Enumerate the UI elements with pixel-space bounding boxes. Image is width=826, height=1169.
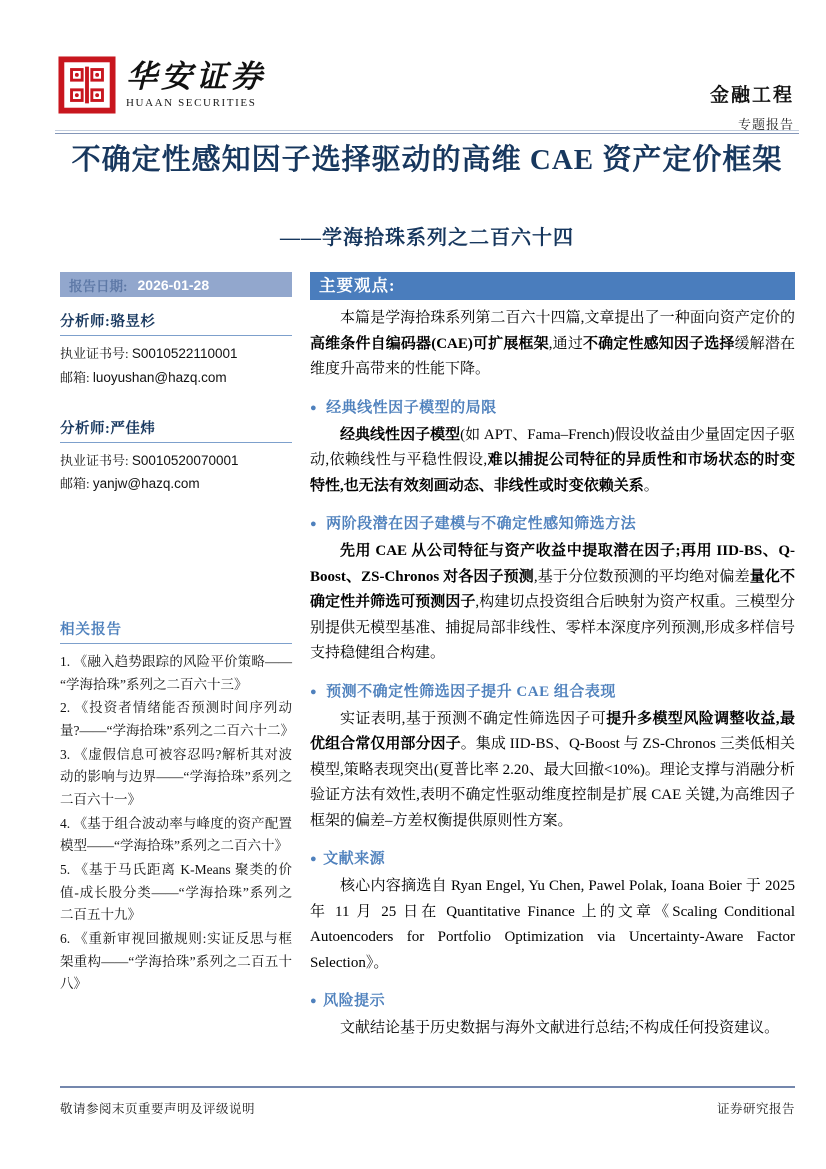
related-reports xyxy=(60,618,292,996)
section-heading: ● 风险提示 xyxy=(310,993,386,1009)
content-columns xyxy=(60,272,795,1042)
section-paragraph: 实证表明,基于预测不确定性筛选因子可提升多模型风险调整收益,最优组合常仅用部分因子。集成 IID-BS、Q-Boost 与 ZS-Chronos 三类低相关模型,策略表现突出(夏普比率 2.20、最大回撤<10%)。理论支撑与消融分析验证方法有效性,表明不确定性驱动维度控制是扩展 CAE 关键,为高维因子框架的偏差–方差权衡提供原则性方案。 xyxy=(310,710,795,829)
analyst-name: 分析师:骆昱杉 xyxy=(60,310,292,336)
huaan-logo-icon xyxy=(58,56,116,114)
related-report-item: 3. 《虚假信息可被容忍吗?解析其对波动的影响与边界——“学海拾珠”系列之二百六十一》 xyxy=(60,746,292,808)
bullet-icon: ● xyxy=(310,685,318,698)
brand-name-cn: 华安证券 xyxy=(126,59,266,95)
analyst-cert xyxy=(60,449,292,497)
report-title: 不确定性感知因子选择驱动的高维 CAE 资产定价框架 xyxy=(71,144,783,176)
header-divider xyxy=(55,130,799,134)
related-report-item: 1. 《融入趋势跟踪的风险平价策略——“学海拾珠”系列之二百六十三》 xyxy=(60,654,292,692)
related-report-item: 2. 《投资者情绪能否预测时间序列动量?——“学海拾珠”系列之二百六十二》 xyxy=(60,700,294,739)
sidebar xyxy=(60,272,292,997)
brand-name xyxy=(126,56,266,109)
email-label: 邮箱: xyxy=(60,369,90,385)
section-literature-source xyxy=(310,849,795,976)
cert-label: 执业证书号: xyxy=(60,346,129,361)
page-footer xyxy=(60,1086,795,1117)
email-value: yanjw@hazq.com xyxy=(92,476,200,492)
analyst-name: 分析师:严佳炜 xyxy=(60,417,292,443)
related-report-item: 4. 《基于组合波动率与峰度的资产配置模型——“学海拾珠”系列之二百六十》 xyxy=(60,815,292,854)
related-reports-title: 相关报告 xyxy=(60,618,292,644)
section-paragraph: 先用 CAE 从公司特征与资产收益中提取潜在因子;再用 IID-BS、Q-Boost、ZS-Chronos 对各因子预测,基于分位数预测的平均绝对偏差量化不确定性并筛选可预测因子,构建切点投资组合后映射为资产权重。三模型分别提供无模型基准、捕捉局部非线性、零样本深度序列预测,形成多样信号支持稳健组合构建。 xyxy=(310,543,795,661)
key-points-banner: 主要观点: xyxy=(310,272,795,300)
related-reports-list xyxy=(60,651,292,996)
report-type: 专题报告 xyxy=(737,117,794,132)
intro-paragraph: 本篇是学海拾珠系列第二百六十四篇,文章提出了一种面向资产定价的高维条件自编码器(CAE)可扩展框架,通过不确定性感知因子选择缓解潜在维度升高带来的性能下降。 xyxy=(310,310,795,377)
report-subtitle: ——学海拾珠系列之二百六十四 xyxy=(280,227,574,249)
bullet-icon: ● xyxy=(310,995,318,1007)
section-heading: ● 文献来源 xyxy=(310,851,386,867)
section-uncertainty-screening xyxy=(310,682,795,835)
report-date-value: 2026-01-28 xyxy=(137,276,210,293)
report-meta xyxy=(710,56,794,133)
cert-label: 执业证书号: xyxy=(60,452,129,468)
brand-name-en: HUAAN SECURITIES xyxy=(126,97,257,110)
brand-logo xyxy=(58,56,266,114)
cert-number: S0010522110001 xyxy=(131,346,238,361)
related-report-item: 6. 《重新审视回撤规则:实证反思与框架重构——“学海拾珠”系列之二百五十八》 xyxy=(60,931,292,992)
cert-number: S0010520070001 xyxy=(131,452,239,468)
report-category: 金融工程 xyxy=(709,85,794,106)
bullet-icon: ● xyxy=(310,853,318,865)
analyst-block xyxy=(60,310,292,390)
section-paragraph: 经典线性因子模型(如 APT、Fama–French)假设收益由少量固定因子驱动,依赖线性与平稳性假设,难以捕捉公司特征的异质性和市场状态的时变特性,也无法有效刻画动态、非线性或时变依赖关系。 xyxy=(310,426,795,494)
analyst-cert xyxy=(60,342,292,390)
analyst-block xyxy=(60,417,292,497)
page-header xyxy=(58,56,794,133)
section-heading: ● 预测不确定性筛选因子提升 CAE 组合表现 xyxy=(310,683,616,700)
section-classic-factor-limits xyxy=(310,398,795,500)
section-paragraph: 核心内容摘选自 Ryan Engel, Yu Chen, Pawel Polak, Ioana Boier 于 2025 年 11 月 25 日在 Quantitative Finance 上的文章《Scaling Conditional Autoencoders for Portfolio Optimization via Uncertainty-Aware Factor Selection》。 xyxy=(310,878,795,971)
section-paragraph: 文献结论基于历史数据与海外文献进行总结;不构成任何投资建议。 xyxy=(340,1020,780,1036)
bullet-icon: ● xyxy=(310,518,318,530)
email-label: 邮箱: xyxy=(60,476,90,492)
section-risk-warning xyxy=(310,991,795,1042)
main-content xyxy=(310,272,795,1042)
report-date-banner xyxy=(60,272,292,297)
section-two-stage-modeling xyxy=(310,514,795,667)
report-date-label: 报告日期: xyxy=(69,278,128,294)
footer-report-label: 证券研究报告 xyxy=(716,1102,795,1116)
related-report-item: 5. 《基于马氏距离 K-Means 聚类的价值-成长股分类——“学海拾珠”系列之二百五十九》 xyxy=(60,862,292,923)
section-heading: ● 经典线性因子模型的局限 xyxy=(310,399,497,416)
section-heading: ● 两阶段潜在因子建模与不确定性感知筛选方法 xyxy=(310,516,637,532)
email-value: luoyushan@hazq.com xyxy=(92,369,227,385)
bullet-icon: ● xyxy=(310,401,318,414)
footer-disclaimer: 敬请参阅末页重要声明及评级说明 xyxy=(60,1102,256,1116)
